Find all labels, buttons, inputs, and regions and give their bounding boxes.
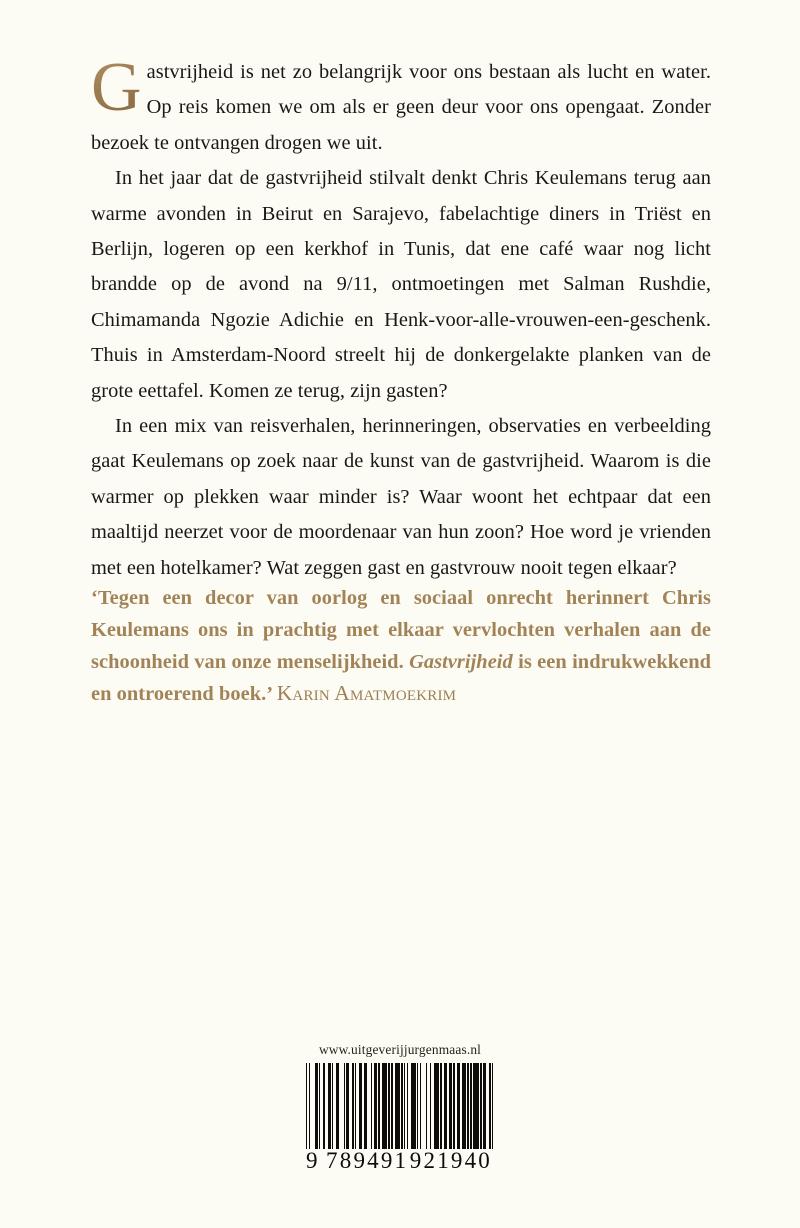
endorsement-book-title: Gastvrijheid [409, 650, 513, 673]
endorsement-source-name: Karin Amatmoekrim [276, 681, 457, 706]
barcode-bars [306, 1063, 494, 1149]
endorsement-text-part-1: ‘Tegen een decor van oorlog en sociaal onrecht herinnert Chris Keulemans ons in prachtig met elkaar vervlochten verhalen aan de schoonheid van onze menselijkheid. [91, 587, 711, 673]
endorsement-quote [91, 583, 711, 711]
blurb-text-block [91, 49, 711, 586]
barcode-lead-digit: 9 [306, 1148, 319, 1173]
barcode-left-group: 789491 [326, 1148, 409, 1173]
drop-cap-letter: G [91, 55, 147, 115]
barcode-right-group: 921940 [409, 1148, 492, 1173]
barcode-bar [492, 1063, 493, 1149]
barcode-digits [306, 1148, 494, 1174]
blurb-paragraph-3: In een mix van reisverhalen, herinneringen, observaties en verbeelding gaat Keulemans op zoek naar de kunst van de gastvrijheid. Waarom is die warmer op plekken waar minder is? Waar woont het echtpaar dat een maaltijd neerzet voor de moordenaar van hun zoon? Hoe word je vrienden met een hotelkamer? Wat zeggen gast en gastvrouw nooit tegen elkaar? [91, 415, 711, 579]
blurb-paragraph-1-text: astvrijheid is net zo belangrijk voor ons bestaan als lucht en water. Op reis komen we om als er geen deur voor ons opengaat. Zonder bezoek te ontvangen drogen we uit. [91, 61, 711, 154]
isbn-barcode [306, 1063, 494, 1174]
publisher-url[interactable]: www.uitgeverijjurgenmaas.nl [318, 1042, 482, 1057]
blurb-paragraph-1 [91, 49, 711, 161]
endorsement-text-part-2: is een indrukwekkend en ontroerend boek.’ [91, 650, 711, 706]
blurb-paragraph-2: In het jaar dat de gastvrijheid stilvalt denkt Chris Keulemans terug aan warme avonden in Beirut en Sarajevo, fabelachtige diners in Triëst en Berlijn, logeren op een kerkhof in Tunis, dat ene café waar nog licht brandde op de avond na 9/11, ontmoetingen met Salman Rushdie, Chimamanda Ngozie Adichie en Henk-voor-alle-vrouwen-een-geschenk. Thuis in Amsterdam-Noord streelt hij de donkergelakte planken van de grote eettafel. Komen ze terug, zijn gasten? [91, 167, 711, 402]
